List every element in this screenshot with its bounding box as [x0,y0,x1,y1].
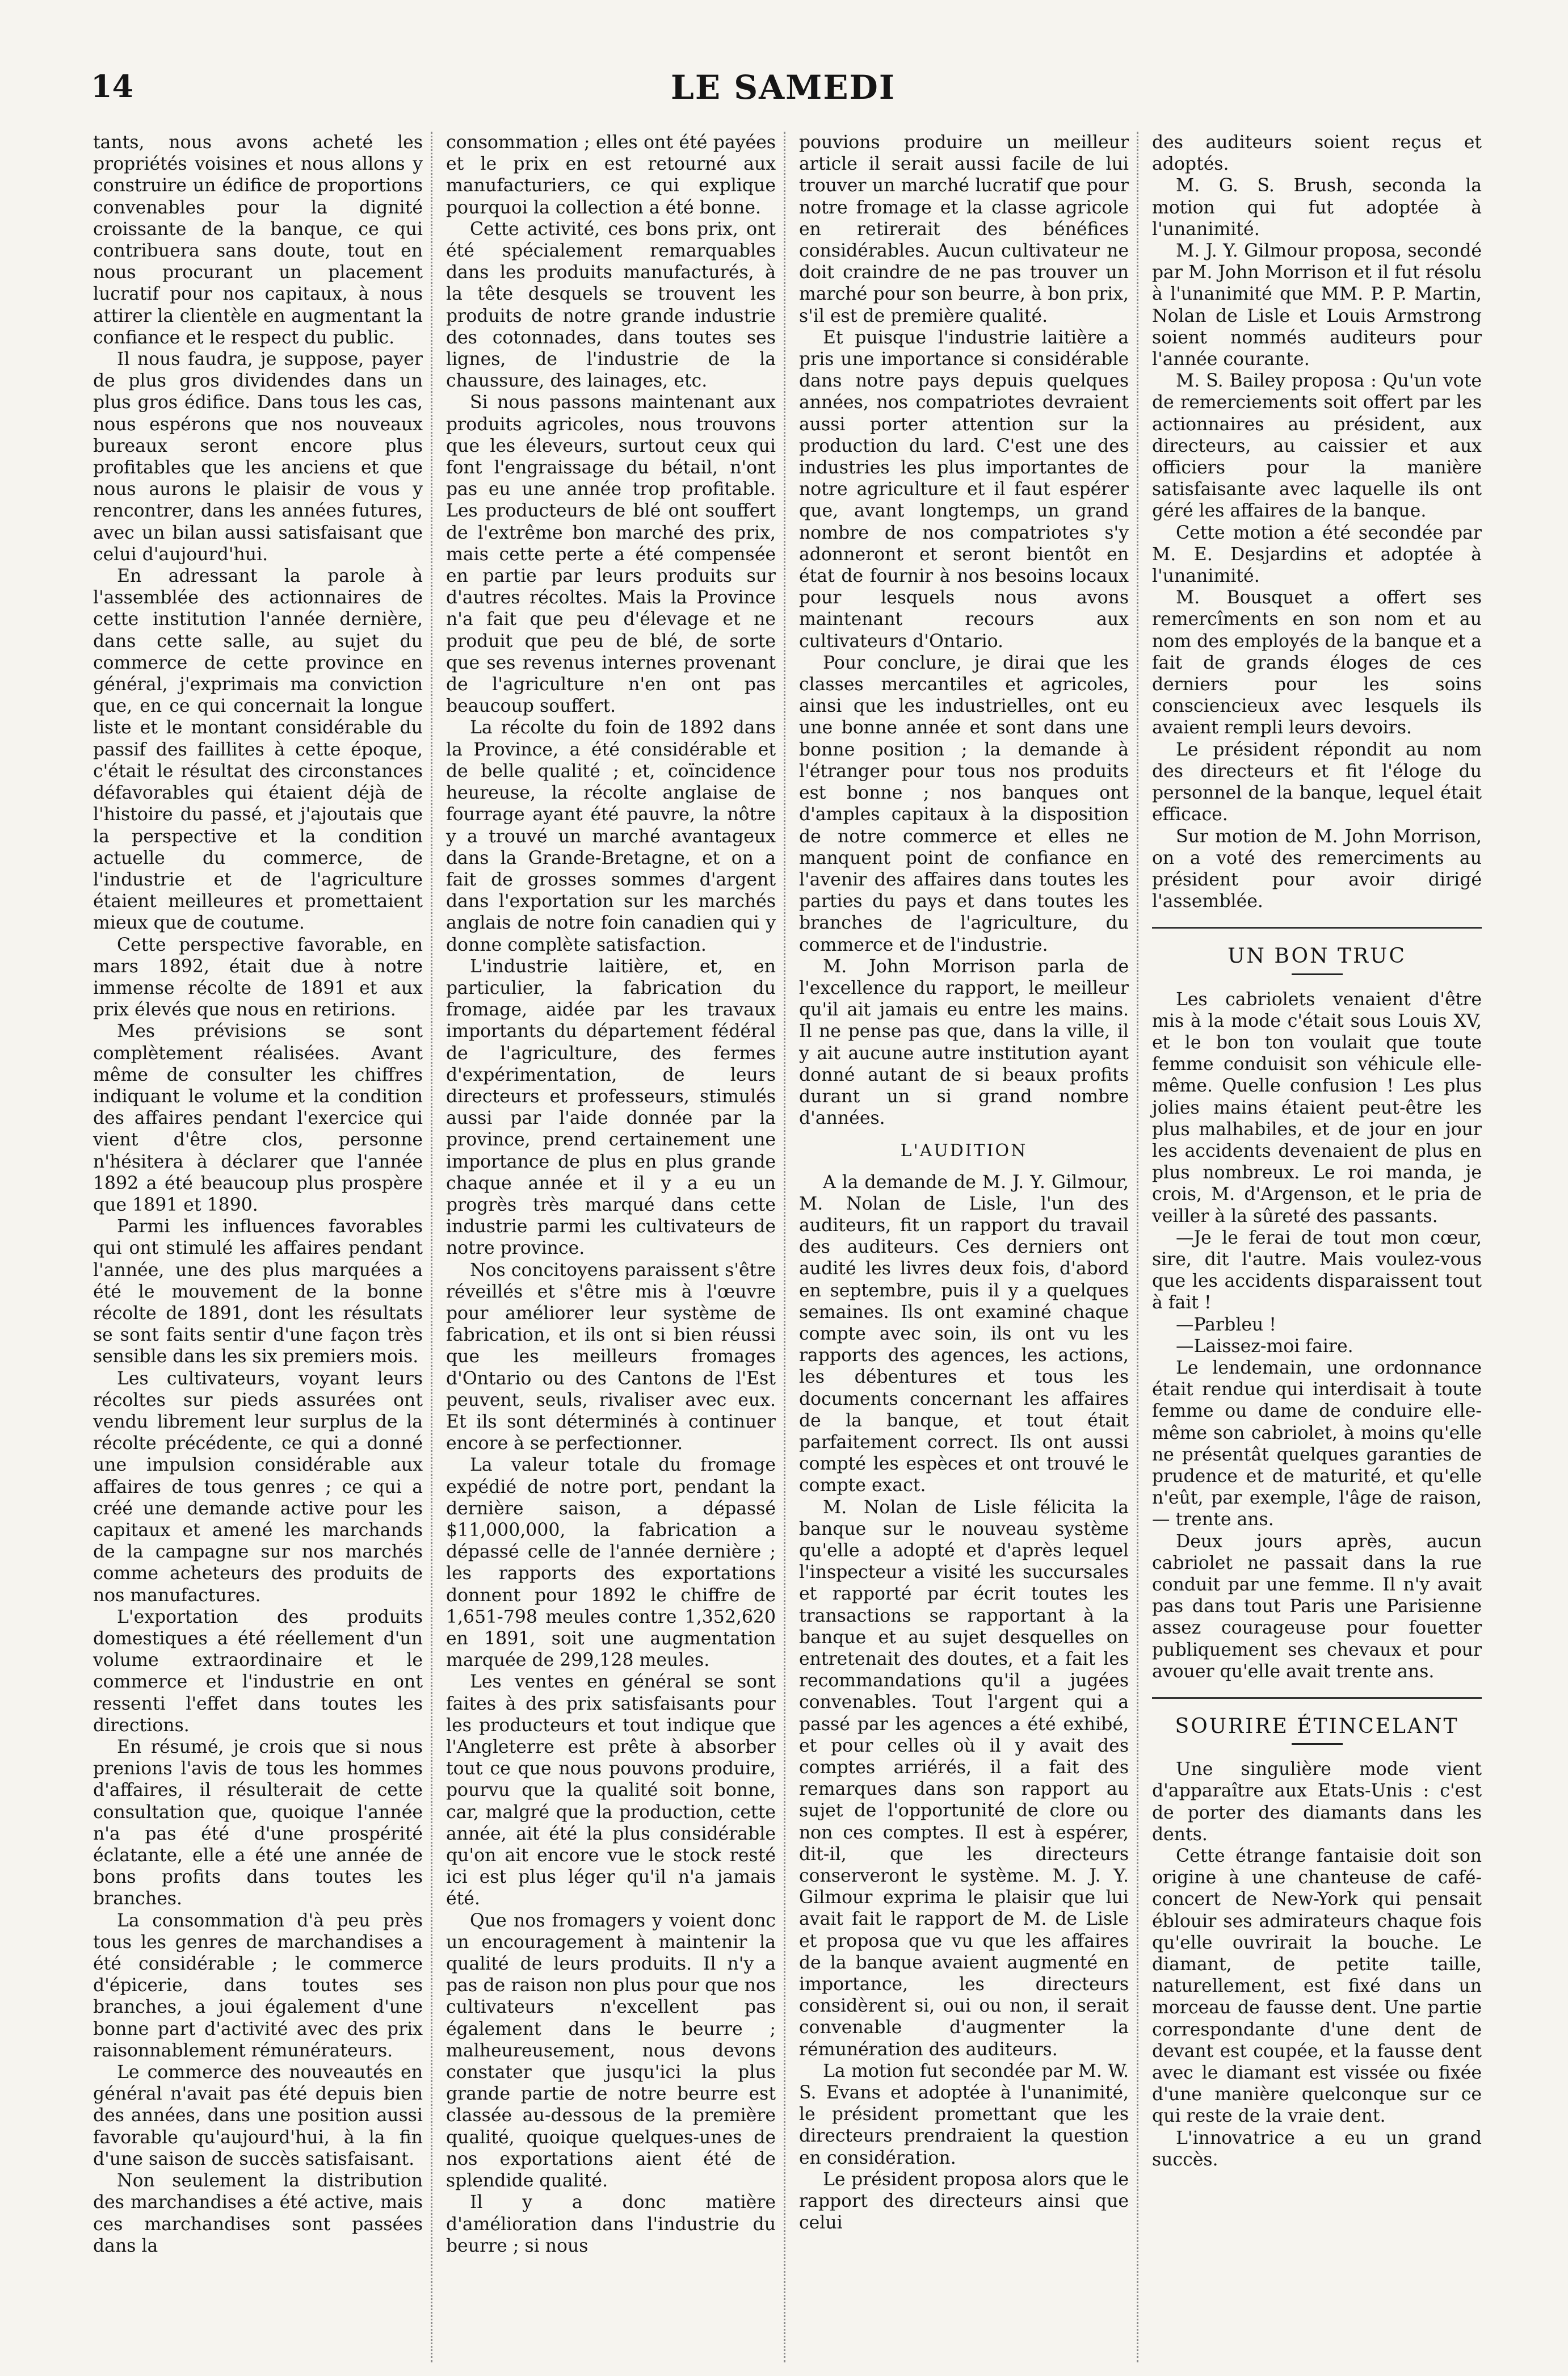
section-divider [1152,927,1482,929]
paragraph: M. S. Bailey proposa : Qu'un vote de remerciements soit offert par les actionnaires au président, aux directeurs, au caissier et aux officiers pour la manière satisfaisante avec laquelle ils ont géré les affaires de la banque. [1152,371,1482,522]
paragraph: consommation ; elles ont été payées et le prix en est retourné aux manufacturiers, ce qui explique pourquoi la collection a été bonne. [446,132,776,218]
article-title-un-bon-truc: UN BON TRUC [1228,944,1406,968]
column-4 [1144,132,1490,2362]
paragraph: Une singulière mode vient d'apparaître aux Etats-Unis : c'est de porter des diamants dans les dents. [1152,1759,1482,1845]
paragraph: Le commerce des nouveautés en général n'avait pas été depuis bien des années, dans une position aussi favorable qu'aujourd'hui, à la fin d'une saison de succès satisfaisant. [93,2062,423,2169]
paragraph: La motion fut secondée par M. W. S. Evans et adoptée à l'unanimité, le président promettant que les directeurs prendraient la question en considération. [799,2060,1129,2168]
paragraph: —Laissez-moi faire. [1176,1336,1353,1357]
paragraph: —Parbleu ! [1176,1314,1276,1335]
paragraph: Le président répondit au nom des directeurs et fit l'éloge du personnel de la banque, lequel était efficace. [1152,739,1482,825]
paragraph: Les cultivateurs, voyant leurs récoltes sur pieds assurées ont vendu librement leur surplus de la récolte précédente, ce qui a donné une impulsion considérable aux affaires de tous genres ; ce qui a créé une demande active pour les capitaux et amené les marchands de la campagne sur nos marchés comme acheteurs des produits de nos manufactures. [93,1368,423,1606]
paragraph: pouvions produire un meilleur article il serait aussi facile de lui trouver un marché lucratif que pour notre fromage et la classe agricole en retirerait des bénéfices considérables. Aucun cultivateur ne doit craindre de ne pas trouver un marché pour son beurre, à bon prix, s'il est de première qualité. [799,132,1129,326]
paragraph: —Je le ferai de tout mon cœur, sire, dit l'autre. Mais voulez-vous que les accidents disparaissent tout à fait ! [1152,1227,1482,1313]
paragraph: Cette perspective favorable, en mars 1892, était due à notre immense récolte de 1891 et aux prix élevés que nous en retirions. [93,934,423,1021]
paragraph: M. Bousquet a offert ses remercîments en son nom et au nom des employés de la banque et a fait de grands éloges de ces derniers pour les soins consciencieux avec lesquels ils avaient rempli leurs devoirs. [1152,587,1482,738]
column-1 [85,132,432,2362]
paragraph: En adressant la parole à l'assemblée des actionnaires de cette institution l'année dernière, dans cette salle, au sujet du commerce de cette province en général, j'exprimais ma conviction que, en ce qui concernait la longue liste et le montant considérable du passif des faillites à cette époque, c'était le résultat des circonstances défavorables qui étaient déjà de l'histoire du passé, et j'ajoutais que la perspective et la condition actuelle du commerce, de l'industrie et de l'agriculture étaient meilleures et promettaient mieux que de coutume. [93,566,423,934]
paragraph: Il y a donc matière d'amélioration dans l'industrie du beurre ; si nous [446,2192,776,2256]
paragraph: Sur motion de M. John Morrison, on a voté des remerciments au président pour avoir dirigé l'assemblée. [1152,826,1482,912]
article-title-sourire-etincelant: SOURIRE ÉTINCELANT [1175,1715,1459,1739]
paragraph: Mes prévisions se sont complètement réalisées. Avant même de consulter les chiffres indiquant le volume et la condition des affaires pendant l'exercice qui vient d'être clos, personne n'hésitera à déclarer que l'année 1892 a été beaucoup plus prospère que 1891 et 1890. [93,1021,423,1215]
paragraph: M. Nolan de Lisle félicita la banque sur le nouveau système qu'elle a adopté et d'après lequel l'inspecteur a visité les succursales et rapporté par écrit toutes les transactions se rapportant à la banque et au sujet desquelles on entretenait des doutes, et a fait les recommandations qu'il a jugées convenables. Tout l'argent qui a passé par les agences a été exhibé, et pour celles où il y avait des comptes arriérés, il a fait des remarques dans son rapport au sujet de l'opportunité de clore ou non ces comptes. Il est à espérer, dit-il, que les directeurs conserveront le système. M. J. Y. Gilmour exprima le plaisir que lui avait fait le rapport de M. de Lisle et proposa que vu que les affaires de la banque avaient augmenté en importance, les directeurs considèrent si, oui ou non, il serait convenable d'augmenter la rémunération des auditeurs. [799,1497,1129,2060]
paragraph: M. J. Y. Gilmour proposa, secondé par M. John Morrison et il fut résolu à l'unanimité que MM. P. P. Martin, Nolan de Lisle et Louis Armstrong soient nommés auditeurs pour l'année courante. [1152,241,1482,370]
paragraph: L'exportation des produits domestiques a été réellement d'un volume extraordinaire et le commerce et l'industrie en ont ressenti l'effet dans toutes les directions. [93,1606,423,1736]
text-columns [85,132,1490,2362]
paragraph: tants, nous avons acheté les propriétés voisines et nous allons y construire un édifice de proportions convenables pour la dignité croissante de la banque, ce qui contribuera sans doute, tout en nous procurant un placement lucratif pour nos capitaux, à nous attirer la clientèle en augmentant la confiance et le respect du public. [93,132,423,348]
newspaper-title: LE SAMEDI [671,68,896,107]
paragraph: Si nous passons maintenant aux produits agricoles, nous trouvons que les éleveurs, surtout ceux qui font l'engraissage du bétail, n'ont pas eu une année trop profitable. Les producteurs de blé ont souffert de l'extrême bon marché des prix, mais cette perte a été compensée en partie par leurs produits sur d'autres récoltes. Mais la Province n'a fait que peu d'élevage et ne produit que peu de blé, de sorte que ses revenus internes provenant de l'agriculture n'en ont pas beaucoup souffert. [446,392,776,717]
section-divider [1152,1697,1482,1699]
paragraph: La valeur totale du fromage expédié de notre port, pendant la dernière saison, a dépassé $11,000,000, la fabrication a dépassé celle de l'année dernière ; les rapports des exportations donnent pour 1892 le chiffre de 1,651-798 meules contre 1,352,620 en 1891, soit une augmentation marquée de 299,128 meules. [446,1455,776,1671]
paragraph: des auditeurs soient reçus et adoptés. [1152,132,1482,175]
paragraph: Non seulement la distribution des marchandises a été active, mais ces marchandises sont passées dans la [93,2171,423,2256]
title-underline [1292,1743,1343,1745]
paragraph: M. G. S. Brush, seconda la motion qui fut adoptée à l'unanimité. [1152,175,1482,240]
section-subheading: L'AUDITION [900,1141,1028,1161]
column-2 [438,132,785,2362]
paragraph: Nos concitoyens paraissent s'être réveillés et s'être mis à l'œuvre pour améliorer leur système de fabrication, et ils ont si bien réussi que les meilleurs fromages d'Ontario ou des Cantons de l'Est peuvent, seuls, rivaliser avec eux. Et ils sont déterminés à continuer encore à se perfectionner. [446,1260,776,1454]
paragraph: La récolte du foin de 1892 dans la Province, a été considérable et de belle qualité ; et, coïncidence heureuse, la récolte anglaise de fourrage ayant été pauvre, la nôtre y a trouvé un marché avantageux dans la Grande-Bretagne, et on a fait de grosses sommes d'argent dans l'exportation sur les marchés anglais de notre foin canadien qui y donne complète satisfaction. [446,717,776,955]
paragraph: Les cabriolets venaient d'être mis à la mode c'était sous Louis XV, et le bon ton voulait que toute femme conduisit son véhicule elle-même. Quelle confusion ! Les plus jolies mains étaient peut-être les plus malhabiles, et de jour en jour les accidents devenaient de plus en plus nombreux. Le roi manda, je crois, M. d'Argenson, et le pria de veiller à la sûreté des passants. [1152,989,1482,1227]
paragraph: Cette activité, ces bons prix, ont été spécialement remarquables dans les produits manufacturés, à la tête desquels se trouvent les produits de notre grande industrie des cotonnades, dans toutes ses lignes, de l'industrie de la chaussure, des lainages, etc. [446,219,776,392]
column-3 [791,132,1138,2362]
paragraph: Que nos fromagers y voient donc un encouragement à maintenir la qualité de leurs produits. Il n'y a pas de raison non plus pour que nos cultivateurs n'excellent pas également dans le beurre ; malheureusement, nous devons constater que jusqu'ici la plus grande partie de notre beurre est classée au-dessous de la première qualité, quoique quelques-unes de nos exportations aient été de splendide qualité. [446,1910,776,2192]
paragraph: La consommation d'à peu près tous les genres de marchandises a été considérable ; le commerce d'épicerie, dans toutes ses branches, a joui également d'une bonne part d'activité avec des prix raisonnablement rémunérateurs. [93,1910,423,2061]
paragraph: A la demande de M. J. Y. Gilmour, M. Nolan de Lisle, l'un des auditeurs, fit un rapport du travail des auditeurs. Ces derniers ont audité les livres deux fois, d'abord en septembre, puis il y a quelques semaines. Ils ont examiné chaque compte avec soin, ils ont vu les rapports des agences, les actions, les débentures et tous les documents concernant les affaires de la banque, et tout était parfaitement correct. Ils ont aussi compté les espèces et ont trouvé le compte exact. [799,1172,1129,1496]
paragraph: Cette motion a été secondée par M. E. Desjardins et adoptée à l'unanimité. [1152,522,1482,587]
paragraph: L'innovatrice a eu un grand succès. [1152,2127,1482,2170]
paragraph: M. John Morrison parla de l'excellence du rapport, le meilleur qu'il ait jamais eu entre les mains. Il ne pense pas que, dans la ville, il y ait aucune autre institution ayant donné autant de si beaux profits durant un si grand nombre d'années. [799,956,1129,1129]
paragraph: Les ventes en général se sont faites à des prix satisfaisants pour les producteurs et tout indique que l'Angleterre est prête à absorber tout ce que nous pouvons produire, pourvu que la qualité soit bonne, car, malgré que la production, cette année, ait été la plus considérable qu'on ait encore vue le stock resté ici est plus léger qu'il n'a jamais été. [446,1672,776,1909]
title-underline [1292,973,1343,975]
paragraph: En résumé, je crois que si nous prenions l'avis de tous les hommes d'affaires, il résulterait de cette consultation que, quoique l'année n'a pas été d'une prospérité éclatante, elle a été une année de bons profits dans toutes les branches. [93,1737,423,1909]
paragraph: L'industrie laitière, et, en particulier, la fabrication du fromage, aidée par les travaux importants du département fédéral de l'agriculture, des fermes d'expérimentation, de leurs directeurs et professeurs, stimulés aussi par l'aide donnée par la province, prend certainement une importance de plus en plus grande chaque année et il y a eu un progrès très marqué dans cette industrie parmi les cultivateurs de notre province. [446,956,776,1259]
paragraph: Le lendemain, une ordonnance était rendue qui interdisait à toute femme ou dame de conduire elle-même son cabriolet, à moins qu'elle ne présentât quelques garanties de prudence et de maturité, et qu'elle n'eût, par exemple, l'âge de raison, — trente ans. [1152,1357,1482,1530]
paragraph: Pour conclure, je dirai que les classes mercantiles et agricoles, ainsi que les industrielles, ont eu une bonne année et sont dans une bonne position ; la demande à l'étranger pour tous nos produits est bonne ; nos banques ont d'amples capitaux à la disposition de notre commerce et elles ne manquent point de confiance en l'avenir des affaires dans toutes les parties du pays et dans toutes les branches de l'agriculture, du commerce et de l'industrie. [799,652,1129,955]
paragraph: Parmi les influences favorables qui ont stimulé les affaires pendant l'année, une des plus marquées a été le mouvement de la bonne récolte de 1891, dont les résultats se sont faits sentir d'une façon très sensible dans les six premiers mois. [93,1216,423,1367]
paragraph: Le président proposa alors que le rapport des directeurs ainsi que celui [799,2169,1129,2234]
paragraph: Il nous faudra, je suppose, payer de plus gros dividendes dans un plus gros édifice. Dans tous les cas, nous espérons que nos nouveaux bureaux seront encore plus profitables que les anciens et que nous aurons le plaisir de vous y rencontrer, dans les années futures, avec un bilan aussi satisfaisant que celui d'aujourd'hui. [93,349,423,565]
paragraph: Deux jours après, aucun cabriolet ne passait dans la rue conduit par une femme. Il n'y avait pas dans tout Paris une Parisienne assez courageuse pour fouetter publiquement ses chevaux et pour avouer qu'elle avait trente ans. [1152,1531,1482,1682]
paragraph: Et puisque l'industrie laitière a pris une importance si considérable dans notre pays depuis quelques années, nos compatriotes devraient aussi porter attention sur la production du lard. C'est une des industries les plus importantes de notre agriculture et il faut espérer que, avant longtemps, un grand nombre de nos compatriotes s'y adonneront et seront bientôt en état de fournir à nos besoins locaux pour lesquels nous avons maintenant recours aux cultivateurs d'Ontario. [799,327,1129,652]
page-header [91,68,1475,119]
paragraph: Cette étrange fantaisie doit son origine à une chanteuse de café-concert de New-York qui pensait éblouir ses admirateurs chaque fois qu'elle ouvrirait la bouche. Le diamant, de petite taille, naturellement, est fixé dans un morceau de fausse dent. Une partie correspondante d'une dent de devant est coupée, et la fausse dent avec le diamant est vissée ou fixée d'une manière quelconque sur ce qui reste de la vraie dent. [1152,1846,1482,2127]
page-number: 14 [91,68,134,104]
